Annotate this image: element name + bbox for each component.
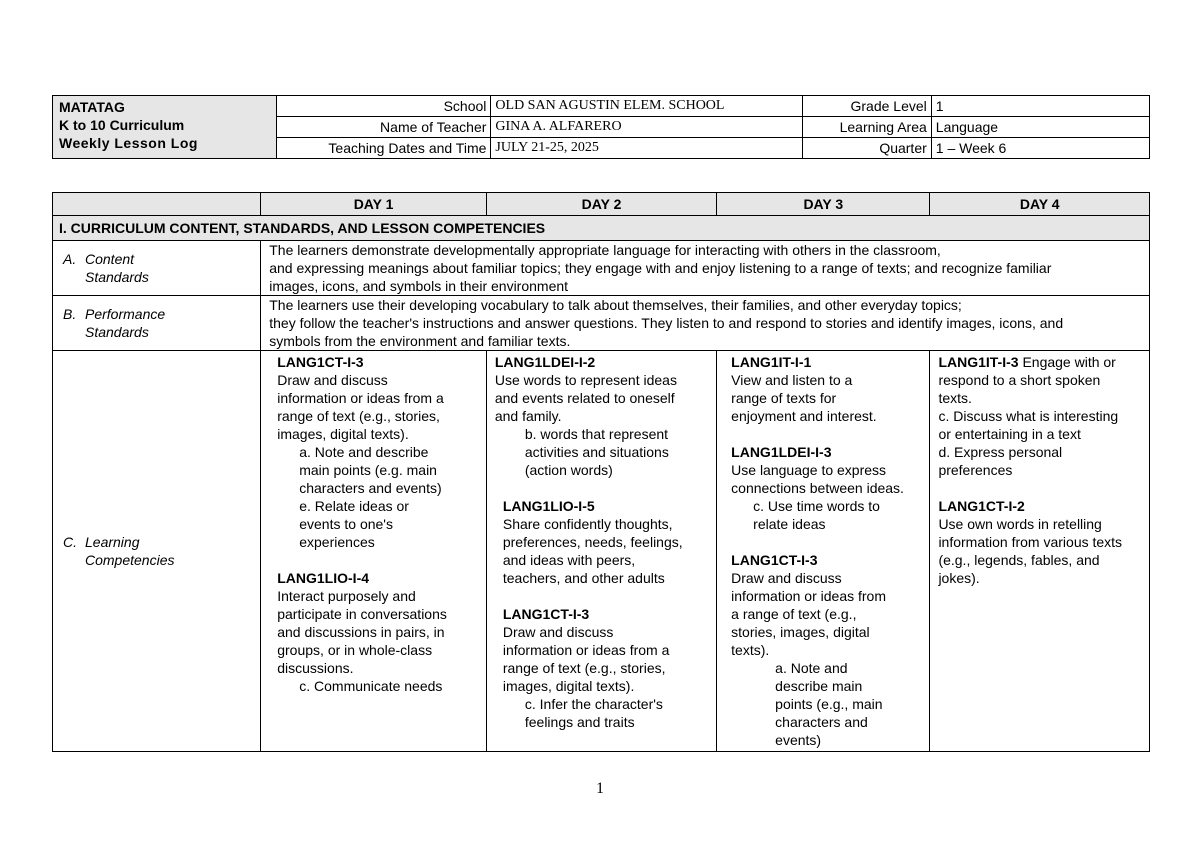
day-3-header: DAY 3 xyxy=(717,193,930,216)
sub-competency-line: experiences xyxy=(299,534,375,550)
competency-line: range of texts for xyxy=(731,390,837,406)
performance-standards-label xyxy=(53,296,261,351)
dates-value: JULY 21-25, 2025 xyxy=(491,138,803,159)
log-title-line-2: K to 10 Curriculum xyxy=(59,117,185,133)
sub-competency-line: (action words) xyxy=(524,462,613,478)
sub-competency-line: a. Note and describe xyxy=(299,444,429,460)
grade-label: Grade Level xyxy=(803,96,932,117)
school-value: OLD SAN AGUSTIN ELEM. SCHOOL xyxy=(491,96,803,117)
teacher-label: Name of Teacher xyxy=(277,117,491,138)
day-4-competencies xyxy=(930,351,1150,752)
sub-competency-line: describe main xyxy=(775,678,863,694)
competency-line: Interact purposely and xyxy=(277,588,416,604)
day-1-competencies xyxy=(261,351,487,752)
competency-line: d. Express personal xyxy=(938,444,1063,460)
day-3-competencies xyxy=(717,351,930,752)
competency-line: images, digital texts). xyxy=(502,678,635,694)
sub-competency-line: c. Communicate needs xyxy=(299,678,443,694)
competency-line: Draw and discuss xyxy=(277,372,388,388)
performance-standards-text xyxy=(261,296,1150,351)
log-title-line-3: Weekly Lesson Log xyxy=(59,135,198,151)
competency-line: Use words to represent ideas xyxy=(494,372,677,388)
competency-line: participate in conversations xyxy=(277,606,447,622)
competency-line: enjoyment and interest. xyxy=(731,408,877,424)
content-standards-row xyxy=(53,241,1150,296)
sub-competency-line: characters and xyxy=(775,714,868,730)
quarter-value: 1 – Week 6 xyxy=(931,138,1149,159)
sub-competency-line: a. Note and xyxy=(775,660,848,676)
competency-line: range of text (e.g., stories, xyxy=(502,660,666,676)
sub-competency-line: events to one's xyxy=(299,516,393,532)
competency-line: Draw and discuss xyxy=(502,624,614,640)
competency-first-line xyxy=(938,353,1141,371)
school-label: School xyxy=(277,96,491,117)
competency-code: LANG1LDEI-I-3 xyxy=(731,444,832,460)
performance-standards-line: symbols from the environment and familiar texts. xyxy=(269,333,571,349)
competency-code: LANG1IT-I-3 xyxy=(938,354,1019,370)
sub-competency-line: feelings and traits xyxy=(524,714,635,730)
teacher-value: GINA A. ALFARERO xyxy=(491,117,803,138)
sub-competency-line: characters and events) xyxy=(299,480,442,496)
competency-line: or entertaining in a text xyxy=(938,426,1081,442)
learning-competencies-row xyxy=(53,351,1150,752)
competency-line: Use language to express xyxy=(731,462,887,478)
competency-line: range of text (e.g., stories, xyxy=(277,408,440,424)
day-4-header: DAY 4 xyxy=(930,193,1150,216)
learning-competencies-letter: C. xyxy=(63,534,77,550)
competency-code: LANG1CT-I-2 xyxy=(938,498,1025,514)
competency-code: LANG1CT-I-3 xyxy=(502,606,590,622)
competency-line: information or ideas from a xyxy=(502,642,670,658)
competency-line: (e.g., legends, fables, and xyxy=(938,552,1100,568)
section-title: I. CURRICULUM CONTENT, STANDARDS, AND LESSON COMPETENCIES xyxy=(53,216,1150,241)
performance-standards-line: they follow the teacher's instructions and answer questions. They listen to and respond to stories and identify images, icons, and xyxy=(269,315,1064,331)
lesson-table xyxy=(52,192,1150,752)
content-standards-line: images, icons, and symbols in their environment xyxy=(269,278,569,294)
competency-line: information from various texts xyxy=(938,534,1123,550)
content-standards-label-2: Standards xyxy=(85,269,149,285)
competency-line: Draw and discuss xyxy=(731,570,842,586)
sub-competency-line: e. Relate ideas or xyxy=(299,498,409,514)
page-number: 1 xyxy=(596,780,604,797)
quarter-label: Quarter xyxy=(803,138,932,159)
competency-code: LANG1LIO-I-5 xyxy=(502,498,595,514)
sub-competency-line: activities and situations xyxy=(524,444,669,460)
sub-competency-line: events) xyxy=(775,732,822,748)
competency-code: LANG1IT-I-1 xyxy=(731,354,812,370)
sub-competency-line: c. Use time words to xyxy=(753,498,880,514)
learning-competencies-label-1: Learning xyxy=(85,534,140,550)
competency-line: texts. xyxy=(938,390,972,406)
competency-line: texts). xyxy=(731,642,770,658)
competency-line: information or ideas from a xyxy=(277,390,444,406)
area-label: Learning Area xyxy=(803,117,932,138)
competency-line: images, digital texts). xyxy=(277,426,409,442)
competency-line: View and listen to a xyxy=(731,372,853,388)
content-standards-line: The learners demonstrate developmentally appropriate language for interacting with others in the classroom, xyxy=(269,242,941,258)
performance-standards-line: The learners use their developing vocabulary to talk about themselves, their families, and other everyday topics; xyxy=(269,297,962,313)
day-2-competencies xyxy=(486,351,716,752)
content-standards-line: and expressing meanings about familiar topics; they engage with and enjoy listening to a range of texts; and recognize familiar xyxy=(269,260,1052,276)
competency-line: a range of text (e.g., xyxy=(731,606,857,622)
grade-value: 1 xyxy=(931,96,1149,117)
competency-line: connections between ideas. xyxy=(731,480,904,496)
competency-line: Use own words in retelling xyxy=(938,516,1102,532)
content-standards-text xyxy=(261,241,1150,296)
learning-competencies-label-2: Competencies xyxy=(85,552,175,568)
day-2-header: DAY 2 xyxy=(486,193,716,216)
competency-line: c. Discuss what is interesting xyxy=(938,408,1119,424)
competency-line: and family. xyxy=(494,408,562,424)
content-standards-letter: A. xyxy=(63,251,77,267)
performance-standards-letter: B. xyxy=(63,306,77,322)
corner-cell xyxy=(53,193,261,216)
day-1-header: DAY 1 xyxy=(261,193,487,216)
competency-code: LANG1CT-I-3 xyxy=(731,552,818,568)
performance-standards-label-1: Performance xyxy=(85,306,166,322)
area-value: Language xyxy=(931,117,1149,138)
competency-line: information or ideas from xyxy=(731,588,886,604)
sub-competency-line: relate ideas xyxy=(753,516,826,532)
competency-line: and discussions in pairs, in xyxy=(277,624,445,640)
competency-line: Share confidently thoughts, xyxy=(502,516,673,532)
competency-line: and events related to oneself xyxy=(494,390,675,406)
sub-competency-line: b. words that represent xyxy=(524,426,669,442)
competency-line: preferences, needs, feelings, xyxy=(502,534,683,550)
dates-label: Teaching Dates and Time xyxy=(277,138,491,159)
competency-line: teachers, and other adults xyxy=(502,570,665,586)
learning-competencies-label xyxy=(53,351,261,752)
sub-competency-line: c. Infer the character's xyxy=(524,696,663,712)
content-standards-label xyxy=(53,241,261,296)
competency-line: groups, or in whole-class xyxy=(277,642,433,658)
competency-line: jokes). xyxy=(938,570,980,586)
competency-line: stories, images, digital xyxy=(731,624,870,640)
competency-code: LANG1CT-I-3 xyxy=(277,354,364,370)
header-table xyxy=(52,95,1150,159)
competency-code: LANG1LDEI-I-2 xyxy=(494,354,596,370)
competency-line: preferences xyxy=(938,462,1013,478)
log-title xyxy=(53,96,277,159)
log-title-line-1: MATATAG xyxy=(59,99,125,115)
performance-standards-row xyxy=(53,296,1150,351)
sub-competency-line: points (e.g., main xyxy=(775,696,883,712)
sub-competency-line: main points (e.g. main xyxy=(299,462,437,478)
competency-line: respond to a short spoken xyxy=(938,372,1101,388)
competency-code: LANG1LIO-I-4 xyxy=(277,570,370,586)
content-standards-label-1: Content xyxy=(85,251,135,267)
competency-line: Engage with or xyxy=(1018,354,1116,370)
competency-line: and ideas with peers, xyxy=(502,552,636,568)
performance-standards-label-2: Standards xyxy=(85,324,149,340)
competency-line: discussions. xyxy=(277,660,354,676)
